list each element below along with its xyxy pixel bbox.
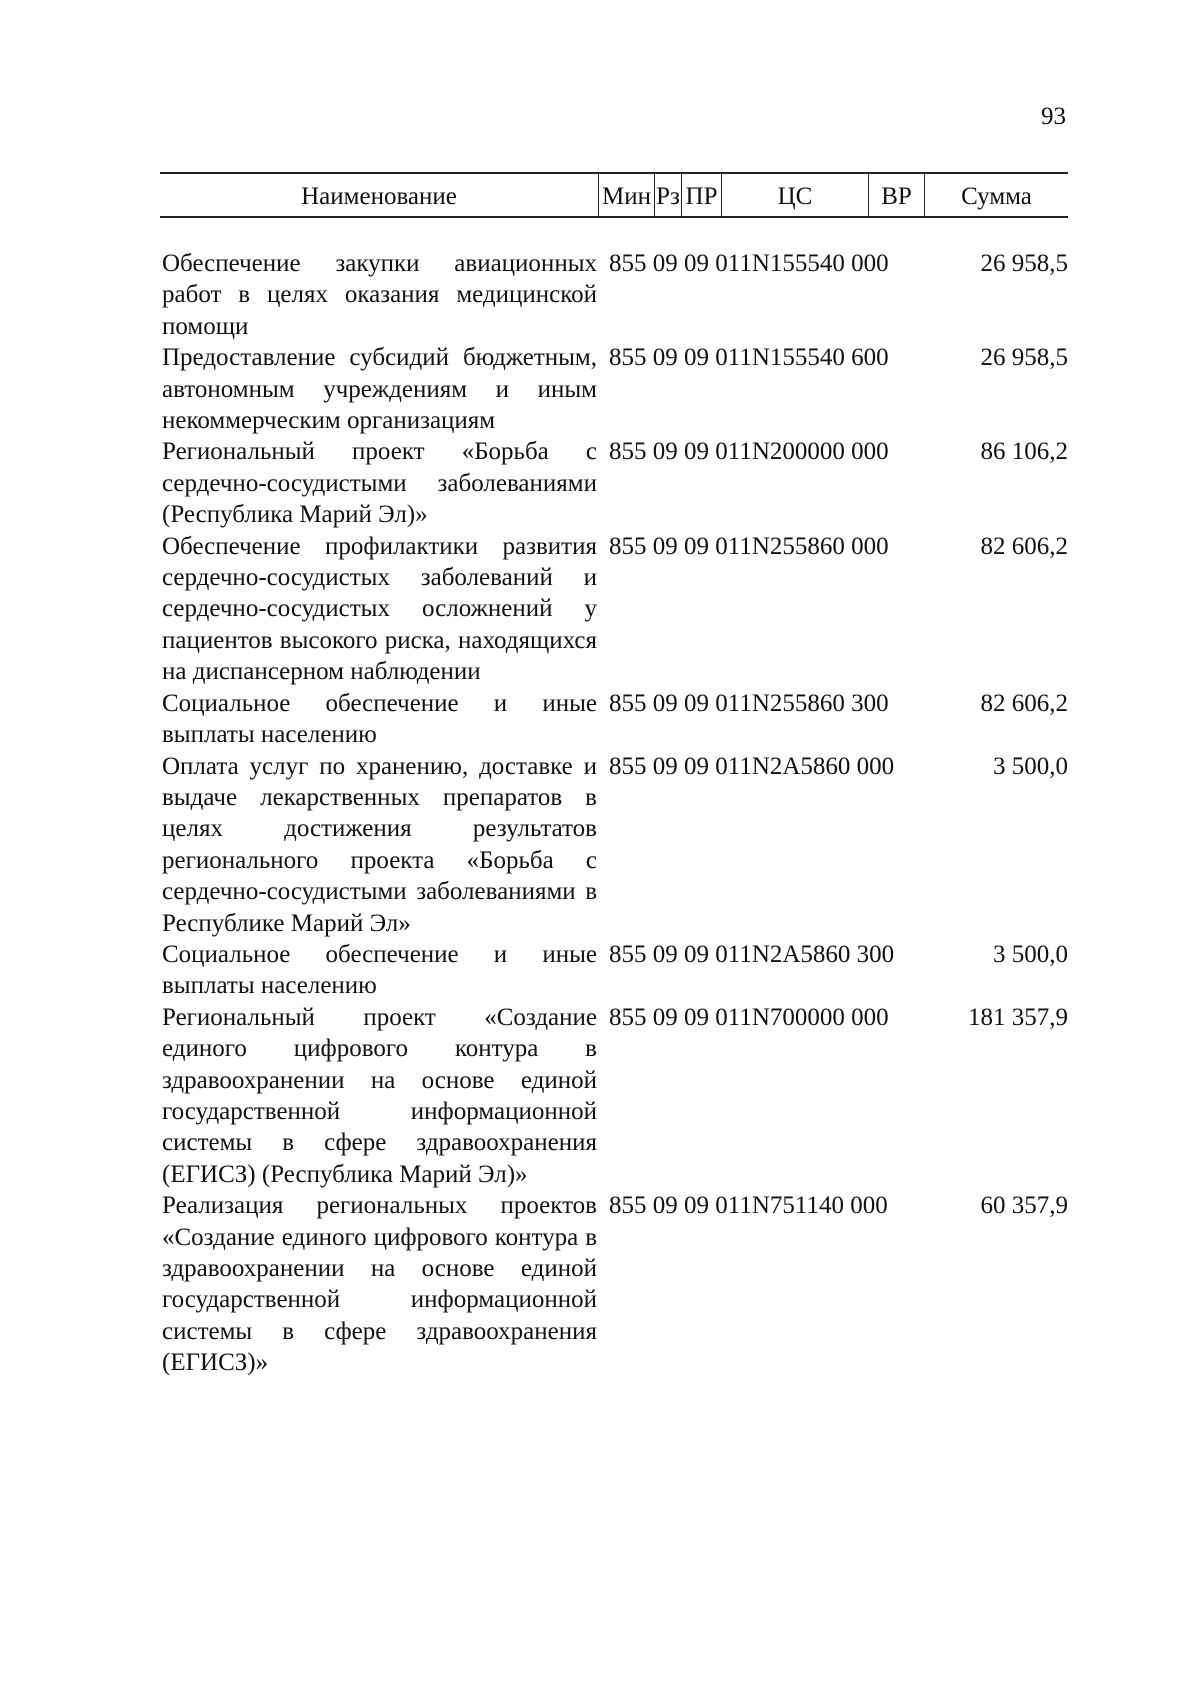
row-sum: 3 500,0 <box>993 940 1068 968</box>
row-codes: 855 09 09 011N2A5860 300 <box>609 940 895 968</box>
row-codes: 855 09 09 011N255860 300 <box>609 689 889 717</box>
table-row <box>162 688 1068 751</box>
row-codes: 855 09 09 011N2A5860 000 <box>609 752 895 780</box>
row-sum: 26 958,5 <box>980 250 1068 277</box>
row-sum: 60 357,9 <box>980 1192 1068 1220</box>
row-sum: 86 106,2 <box>980 438 1068 466</box>
row-codes: 855 09 09 011N751140 000 <box>609 1192 888 1220</box>
table-row <box>162 342 1068 436</box>
row-sum: 82 606,2 <box>980 689 1068 717</box>
row-sum: 3 500,0 <box>993 752 1068 780</box>
row-codes: 855 09 09 011N700000 000 <box>609 1003 889 1031</box>
table-row <box>162 1190 1068 1378</box>
table-row <box>162 531 1068 688</box>
row-sum: 181 357,9 <box>968 1003 1068 1031</box>
table-row <box>162 939 1068 1002</box>
row-name: Предоставление субсидий бюджетным, автономным учреждениям и иным некоммерческим организациям <box>162 344 597 435</box>
table-row <box>162 1002 1068 1190</box>
table-header <box>160 172 1068 218</box>
row-codes: 855 09 09 011N155540 000 <box>609 250 889 277</box>
header-vr: ВР <box>868 174 924 216</box>
header-name: Наименование <box>301 183 457 210</box>
table-row <box>162 248 1068 342</box>
row-name: Оплата услуг по хранению, доставке и выдаче лекарственных препаратов в целях достижения результатов регионального проекта «Борьба с сердечно-сосудистыми заболеваниями в Республике Марий Эл» <box>162 752 597 937</box>
table-row <box>162 751 1068 939</box>
header-min: Мин <box>598 174 654 216</box>
row-codes: 855 09 09 011N155540 600 <box>609 344 889 372</box>
row-sum: 26 958,5 <box>980 344 1068 372</box>
table-body <box>162 248 1068 1379</box>
row-name: Социальное обеспечение и иные выплаты населению <box>162 689 597 749</box>
table-row <box>162 436 1068 530</box>
row-sum: 82 606,2 <box>980 532 1068 560</box>
page-number: 93 <box>1041 103 1066 130</box>
row-name: Региональный проект «Создание единого цифрового контура в здравоохранении на основе единой государственной информационной системы в сфере здравоохранения (ЕГИСЗ) (Республика Марий Эл)» <box>162 1003 597 1188</box>
row-name: Социальное обеспечение и иные выплаты населению <box>162 940 597 1000</box>
row-name: Реализация региональных проектов «Создание единого цифрового контура в здравоохранении на основе единой государственной информационной системы в сфере здравоохранения (ЕГИСЗ)» <box>162 1192 597 1377</box>
row-codes: 855 09 09 011N255860 000 <box>609 532 889 560</box>
row-name: Обеспечение профилактики развития сердечно-сосудистых заболеваний и сердечно-сосудистых осложнений у пациентов высокого риска, находящихся на диспансерном наблюдении <box>162 532 597 686</box>
header-sum: Сумма <box>924 174 1068 216</box>
row-name: Региональный проект «Борьба с сердечно-сосудистыми заболеваниями (Республика Марий Эл)» <box>162 438 597 529</box>
row-codes: 855 09 09 011N200000 000 <box>609 438 889 466</box>
row-name: Обеспечение закупки авиационных работ в целях оказания медицинской помощи <box>162 250 597 340</box>
header-rz: Рз <box>654 174 681 216</box>
header-pr: ПР <box>681 174 721 216</box>
header-cs: ЦС <box>721 174 868 216</box>
